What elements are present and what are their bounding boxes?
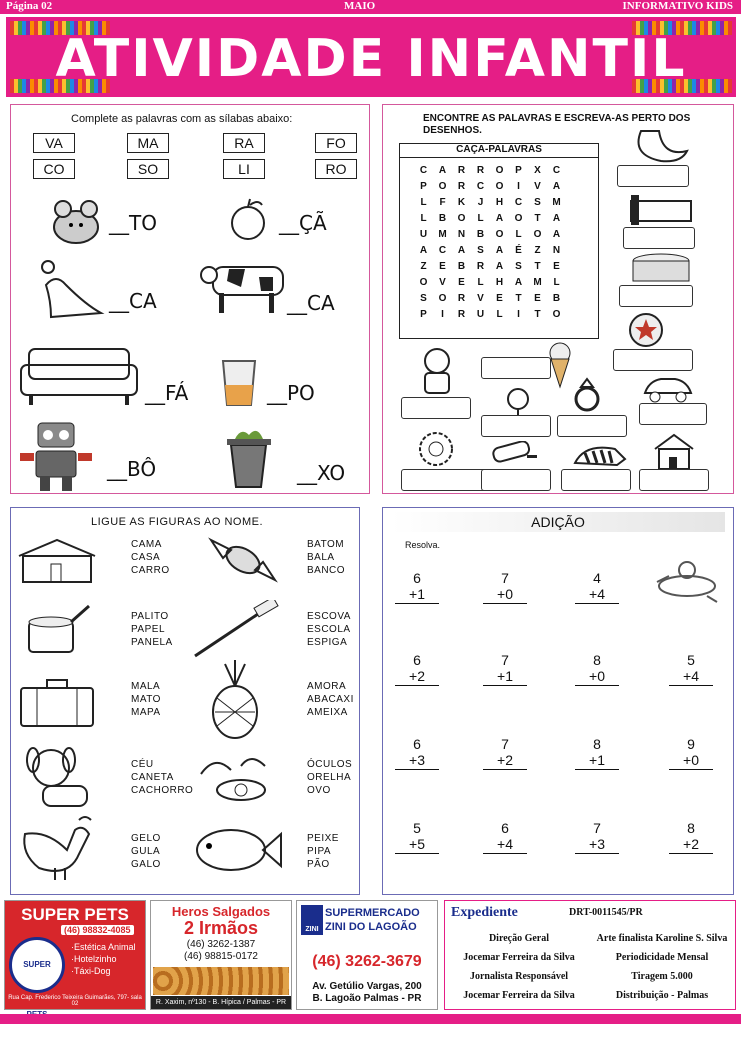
grid-letter[interactable]: L — [420, 196, 427, 208]
addend-plus: +0 — [669, 752, 713, 770]
name-option[interactable]: CANETA — [131, 772, 174, 783]
grid-row — [414, 210, 566, 226]
addend-plus: +4 — [575, 586, 619, 604]
expediente-line: Jocemar Ferreira da Silva — [463, 990, 575, 1001]
popsicle-icon — [489, 441, 539, 471]
syllable-box: MA — [127, 133, 169, 153]
addend-plus: +2 — [483, 752, 527, 770]
grid-letter[interactable]: M — [438, 228, 447, 240]
apple-icon — [226, 197, 271, 242]
grid-letter[interactable]: B — [552, 292, 561, 304]
name-option[interactable]: PIPA — [307, 846, 332, 857]
matching-panel — [10, 507, 360, 895]
answer-box[interactable] — [619, 285, 693, 307]
syllable-box: FO — [315, 133, 357, 153]
word-blank: __BÔ — [107, 457, 157, 481]
wordsearch-grid-box — [399, 143, 599, 339]
grid-letter[interactable]: O — [457, 212, 466, 224]
grid-letter[interactable]: O — [495, 180, 504, 192]
syllable-box: CO — [33, 159, 75, 179]
word-blank: __CA — [287, 291, 335, 315]
name-option[interactable]: CÉU — [131, 759, 154, 770]
answer-box[interactable] — [617, 165, 689, 187]
addition-problem — [395, 652, 439, 686]
grid-letter[interactable]: C — [476, 180, 485, 192]
grid-letter[interactable]: E — [496, 292, 503, 304]
name-option[interactable]: ABACAXI — [307, 694, 354, 705]
bed-icon — [627, 193, 697, 229]
name-option[interactable]: ESPIGA — [307, 637, 348, 648]
name-option[interactable]: PEIXE — [307, 833, 339, 844]
cake-icon — [629, 251, 693, 287]
name-option[interactable]: MALA — [131, 681, 161, 692]
wordsearch-instruction: ENCONTRE AS PALAVRAS E ESCREVA-AS PERTO DOS DESENHOS. — [423, 113, 691, 136]
grid-letter[interactable]: O — [495, 164, 504, 176]
addend-plus: +0 — [483, 586, 527, 604]
name-option[interactable]: BATOM — [307, 539, 345, 550]
name-option[interactable]: PALITO — [131, 611, 169, 622]
name-option[interactable]: ÓCULOS — [307, 759, 353, 770]
grid-letter[interactable]: E — [458, 276, 465, 288]
grid-letter[interactable]: R — [476, 260, 485, 272]
name-option[interactable]: ESCOLA — [307, 624, 351, 635]
word-blank: __TO — [109, 211, 157, 235]
grid-letter[interactable]: S — [534, 196, 541, 208]
name-option[interactable]: GULA — [131, 846, 161, 857]
ad-heros-salgados — [150, 900, 292, 1010]
salgados-name2: 2 Irmãos — [183, 918, 259, 938]
addend: 7 — [501, 736, 509, 752]
addend: 8 — [593, 736, 601, 752]
name-options-right — [307, 610, 351, 649]
answer-box[interactable] — [481, 357, 551, 379]
addend-plus: +3 — [575, 836, 619, 854]
word-blank: __FÁ — [145, 381, 189, 405]
grid-letter[interactable]: A — [514, 276, 523, 288]
wordsearch-title: CAÇA-PALAVRAS — [400, 144, 598, 158]
grid-letter[interactable]: T — [515, 292, 522, 304]
grid-letter[interactable]: R — [476, 164, 485, 176]
grid-letter[interactable]: I — [441, 308, 444, 320]
wordsearch-grid — [414, 162, 566, 322]
grid-letter[interactable]: O — [533, 228, 542, 240]
grid-letter[interactable]: C — [552, 164, 561, 176]
grid-row — [414, 194, 566, 210]
addition-problem — [395, 736, 439, 770]
dog-icon — [23, 744, 97, 810]
grid-letter[interactable]: E — [534, 292, 541, 304]
syllable-box: SO — [127, 159, 169, 179]
name-option[interactable]: OVO — [307, 785, 331, 796]
grid-letter[interactable]: R — [457, 180, 466, 192]
airplane-icon — [653, 552, 723, 608]
addend-plus: +2 — [395, 668, 439, 686]
name-option[interactable]: ESCOVA — [307, 611, 351, 622]
expediente-title: Expediente — [451, 905, 518, 920]
suitcase-icon — [17, 676, 97, 728]
ad-super-pets — [4, 900, 146, 1010]
grid-letter[interactable]: F — [439, 196, 446, 208]
bottom-bar — [0, 1014, 741, 1024]
robot-icon — [16, 421, 101, 493]
expediente-line: Arte finalista Karoline S. Silva — [596, 933, 728, 944]
grid-letter[interactable]: U — [476, 308, 485, 320]
grid-letter[interactable]: S — [515, 260, 522, 272]
name-options-left — [131, 610, 173, 649]
addend-plus: +1 — [395, 586, 439, 604]
addition-instruction: Resolva. — [405, 540, 441, 550]
month: MAIO — [344, 0, 376, 12]
pig-icon — [413, 345, 461, 395]
grid-letter[interactable]: A — [419, 244, 428, 256]
word-blank: __XO — [297, 461, 346, 485]
grid-letter[interactable]: E — [439, 260, 446, 272]
grid-letter[interactable]: L — [496, 308, 503, 320]
syllables-panel — [10, 104, 370, 494]
grid-letter[interactable]: O — [438, 292, 447, 304]
name-option[interactable]: CAMA — [131, 539, 162, 550]
name-options-right — [307, 680, 354, 719]
expediente-line: Tiragem 5.000 — [631, 971, 693, 982]
title-banner — [6, 17, 736, 97]
name-options-left — [131, 832, 161, 871]
grid-letter[interactable]: K — [457, 196, 466, 208]
addition-title: ADIÇÃO — [391, 512, 725, 532]
grid-letter[interactable]: O — [419, 276, 428, 288]
grid-row — [414, 162, 566, 178]
answer-box[interactable] — [639, 469, 709, 491]
name-option[interactable]: GELO — [131, 833, 161, 844]
addend: 6 — [413, 736, 421, 752]
addition-problem — [575, 570, 619, 604]
addend: 6 — [413, 570, 421, 586]
grid-letter[interactable]: B — [438, 212, 447, 224]
grid-row — [414, 178, 566, 194]
pot-icon — [21, 602, 91, 656]
addend-plus: +5 — [395, 836, 439, 854]
grid-letter[interactable]: V — [439, 276, 446, 288]
addition-problem — [669, 820, 713, 854]
cow-icon — [199, 257, 294, 317]
grid-letter[interactable]: U — [419, 228, 428, 240]
addend: 6 — [413, 652, 421, 668]
name-option[interactable]: MATO — [131, 694, 161, 705]
answer-box[interactable] — [613, 349, 693, 371]
grid-letter[interactable]: I — [517, 308, 520, 320]
grid-row — [414, 242, 566, 258]
sofa-icon — [19, 343, 139, 408]
grid-letter[interactable]: P — [420, 180, 427, 192]
answer-box[interactable] — [561, 469, 631, 491]
grid-letter[interactable]: N — [552, 244, 561, 256]
answer-box[interactable] — [557, 415, 627, 437]
house-icon — [17, 536, 97, 584]
grid-letter[interactable]: Z — [534, 244, 541, 256]
zebra-icon — [571, 439, 631, 473]
addition-problem — [669, 736, 713, 770]
addend: 7 — [501, 570, 509, 586]
word-blank: __CA — [109, 289, 157, 313]
grid-letter[interactable]: A — [552, 180, 561, 192]
grid-letter[interactable]: B — [457, 260, 466, 272]
grid-letter[interactable]: L — [477, 212, 484, 224]
name-option[interactable]: BANCO — [307, 565, 346, 576]
grid-letter[interactable]: A — [495, 260, 504, 272]
name-options-right — [307, 538, 345, 577]
pets-phone: (46) 98832-4085 — [61, 925, 134, 935]
addend-plus: +4 — [669, 668, 713, 686]
toothbrush-icon — [191, 600, 281, 660]
expediente-line: Jornalista Responsável — [469, 971, 569, 982]
grid-row — [414, 226, 566, 242]
pets-service: ·Táxi-Dog — [71, 966, 111, 976]
ad-supermercado — [296, 900, 438, 1010]
grid-letter[interactable]: I — [517, 180, 520, 192]
expediente-drt: DRT-0011545/PR — [569, 907, 643, 918]
syllable-box: RA — [223, 133, 265, 153]
name-option[interactable]: PÃO — [307, 859, 330, 870]
word-blank: __ÇÃ — [279, 211, 327, 235]
wordsearch-panel — [382, 104, 734, 494]
name-option[interactable]: BALA — [307, 552, 335, 563]
pineapple-icon — [207, 658, 263, 742]
grid-letter[interactable]: A — [495, 212, 504, 224]
name-option[interactable]: CASA — [131, 552, 161, 563]
salgados-food-photo — [153, 967, 289, 995]
name-option[interactable]: PANELA — [131, 637, 173, 648]
addend-plus: +1 — [483, 668, 527, 686]
page-title: ATIVIDADE INFANTIL — [55, 29, 687, 89]
name-option[interactable]: CACHORRO — [131, 785, 194, 796]
name-option[interactable]: PAPEL — [131, 624, 165, 635]
mouse-icon — [41, 195, 111, 250]
fish-icon — [191, 820, 286, 880]
expediente-box — [444, 900, 736, 1010]
addition-problem — [483, 820, 527, 854]
salgados-phone: (46) 98815-0172 — [184, 951, 258, 962]
grid-letter[interactable]: L — [477, 276, 484, 288]
answer-box[interactable] — [639, 403, 707, 425]
salgados-address: R. Xaxim, nº130 - B. Hípica / Palmas - PR — [151, 996, 291, 1009]
pets-logo: SUPER — [9, 937, 65, 993]
super-name: SUPERMERCADO — [325, 907, 420, 919]
grid-letter[interactable]: V — [534, 180, 541, 192]
addend-plus: +3 — [395, 752, 439, 770]
grid-letter[interactable]: M — [533, 276, 542, 288]
grid-letter[interactable]: B — [476, 228, 485, 240]
addition-problem — [483, 570, 527, 604]
grid-letter[interactable]: C — [438, 244, 447, 256]
answer-box[interactable] — [481, 415, 551, 437]
grid-letter[interactable]: A — [457, 244, 466, 256]
page-number: Página 02 — [6, 0, 53, 12]
word-blank: __PO — [267, 381, 315, 405]
name-options-left — [131, 538, 170, 577]
answer-box[interactable] — [623, 227, 695, 249]
name-options-left — [131, 758, 193, 797]
addend: 9 — [687, 736, 695, 752]
grid-letter[interactable]: L — [420, 212, 427, 224]
sheep-icon — [413, 429, 459, 469]
grid-letter[interactable]: P — [420, 308, 427, 320]
addend: 8 — [687, 820, 695, 836]
addend: 8 — [593, 652, 601, 668]
addend-plus: +2 — [669, 836, 713, 854]
expediente-line: Jocemar Ferreira da Silva — [463, 952, 575, 963]
candy-icon — [205, 532, 281, 588]
name-option[interactable]: GALO — [131, 859, 161, 870]
syllable-box: LI — [223, 159, 265, 179]
addition-problem — [395, 820, 439, 854]
pets-service: ·Estética Animal — [71, 942, 136, 952]
ring-icon — [569, 377, 605, 413]
trash-can-icon — [221, 425, 276, 490]
name-option[interactable]: CARRO — [131, 565, 170, 576]
addition-problem — [575, 736, 619, 770]
addend: 5 — [413, 820, 421, 836]
grid-letter[interactable]: L — [515, 228, 522, 240]
addend: 7 — [593, 820, 601, 836]
pets-service: ·Hotelzinho — [71, 954, 117, 964]
brand: INFORMATIVO KIDS — [622, 0, 733, 12]
moon-icon — [631, 125, 691, 165]
grid-letter[interactable]: L — [553, 276, 560, 288]
top-bar — [0, 0, 741, 14]
grid-row — [414, 306, 566, 322]
grid-letter[interactable]: T — [534, 260, 541, 272]
rooster-icon — [15, 814, 115, 884]
super-name2: ZINI DO LAGOÃO — [325, 921, 417, 933]
grid-letter[interactable]: O — [514, 212, 523, 224]
name-option[interactable]: AMEIXA — [307, 707, 348, 718]
salgados-phone: (46) 3262-1387 — [186, 939, 256, 950]
grid-row — [414, 258, 566, 274]
matching-instruction: LIGUE AS FIGURAS AO NOME. — [91, 516, 264, 528]
egg-icon — [191, 754, 281, 804]
car-icon — [641, 373, 695, 405]
grid-letter[interactable]: R — [457, 308, 466, 320]
super-phone: (46) 3262-3679 — [312, 953, 422, 970]
addend: 6 — [501, 820, 509, 836]
addend-plus: +0 — [575, 668, 619, 686]
grid-letter[interactable]: N — [457, 228, 466, 240]
expediente-line: Periodicidade Mensal — [615, 952, 709, 963]
grid-letter[interactable]: T — [534, 308, 541, 320]
answer-box[interactable] — [481, 469, 551, 491]
addition-problem — [575, 652, 619, 686]
grid-letter[interactable]: E — [553, 260, 560, 272]
glass-icon — [219, 357, 259, 409]
grid-letter[interactable]: O — [495, 228, 504, 240]
syllables-instruction: Complete as palavras com as sílabas abaixo: — [71, 113, 293, 125]
addition-problem — [395, 570, 439, 604]
grid-letter[interactable]: J — [477, 196, 484, 208]
addition-problem — [575, 820, 619, 854]
grid-row — [414, 290, 566, 306]
seal-icon — [36, 255, 106, 325]
grid-letter[interactable]: S — [477, 244, 484, 256]
addend-plus: +4 — [483, 836, 527, 854]
pets-address: Rua Cap. Frederico Teixeira Guimarães, 797- sala 02 — [8, 995, 142, 1007]
grid-letter[interactable]: A — [438, 164, 447, 176]
expediente-line: Distribuição - Palmas — [615, 990, 709, 1001]
name-options-right — [307, 832, 339, 871]
grid-letter[interactable]: A — [552, 228, 561, 240]
addend: 7 — [501, 652, 509, 668]
grid-letter[interactable]: H — [495, 276, 504, 288]
name-options-left — [131, 680, 161, 719]
name-option[interactable]: MAPA — [131, 707, 161, 718]
grid-letter[interactable]: C — [514, 196, 523, 208]
super-logo: ZINI — [301, 905, 323, 935]
house-icon — [651, 431, 697, 471]
name-option[interactable]: AMORA — [307, 681, 347, 692]
grid-letter[interactable]: M — [552, 196, 561, 208]
addition-problem — [483, 652, 527, 686]
addend-plus: +1 — [575, 752, 619, 770]
grid-letter[interactable]: Z — [420, 260, 427, 272]
grid-letter[interactable]: T — [534, 212, 541, 224]
grid-letter[interactable]: P — [515, 164, 522, 176]
addend: 5 — [687, 652, 695, 668]
grid-letter[interactable]: R — [457, 292, 466, 304]
syllable-box: RO — [315, 159, 357, 179]
pets-name: SUPER PETS — [21, 905, 129, 924]
addend: 4 — [593, 570, 601, 586]
grid-letter[interactable]: A — [495, 244, 504, 256]
grid-letter[interactable]: A — [552, 212, 561, 224]
grid-letter[interactable]: R — [457, 164, 466, 176]
grid-letter[interactable]: X — [534, 164, 541, 176]
expediente-line: Direção Geral — [488, 933, 550, 944]
answer-box[interactable] — [401, 397, 471, 419]
grid-letter[interactable]: O — [552, 308, 561, 320]
grid-letter[interactable]: H — [495, 196, 504, 208]
salgados-name: Heros Salgados — [171, 904, 271, 919]
addition-problem — [483, 736, 527, 770]
syllable-box: VA — [33, 133, 75, 153]
ball-icon — [627, 311, 665, 349]
super-address: Av. Getúlio Vargas, 200 — [312, 981, 422, 992]
addition-problem — [669, 652, 713, 686]
addition-panel — [382, 507, 734, 895]
grid-letter[interactable]: V — [477, 292, 484, 304]
grid-letter[interactable]: S — [420, 292, 427, 304]
grid-row — [414, 274, 566, 290]
grid-letter[interactable]: É — [515, 244, 522, 256]
name-options-right — [307, 758, 352, 797]
super-address2: B. Lagoão Palmas - PR — [312, 993, 422, 1004]
grid-letter[interactable]: C — [419, 164, 428, 176]
name-option[interactable]: ORELHA — [307, 772, 352, 783]
grid-letter[interactable]: O — [438, 180, 447, 192]
